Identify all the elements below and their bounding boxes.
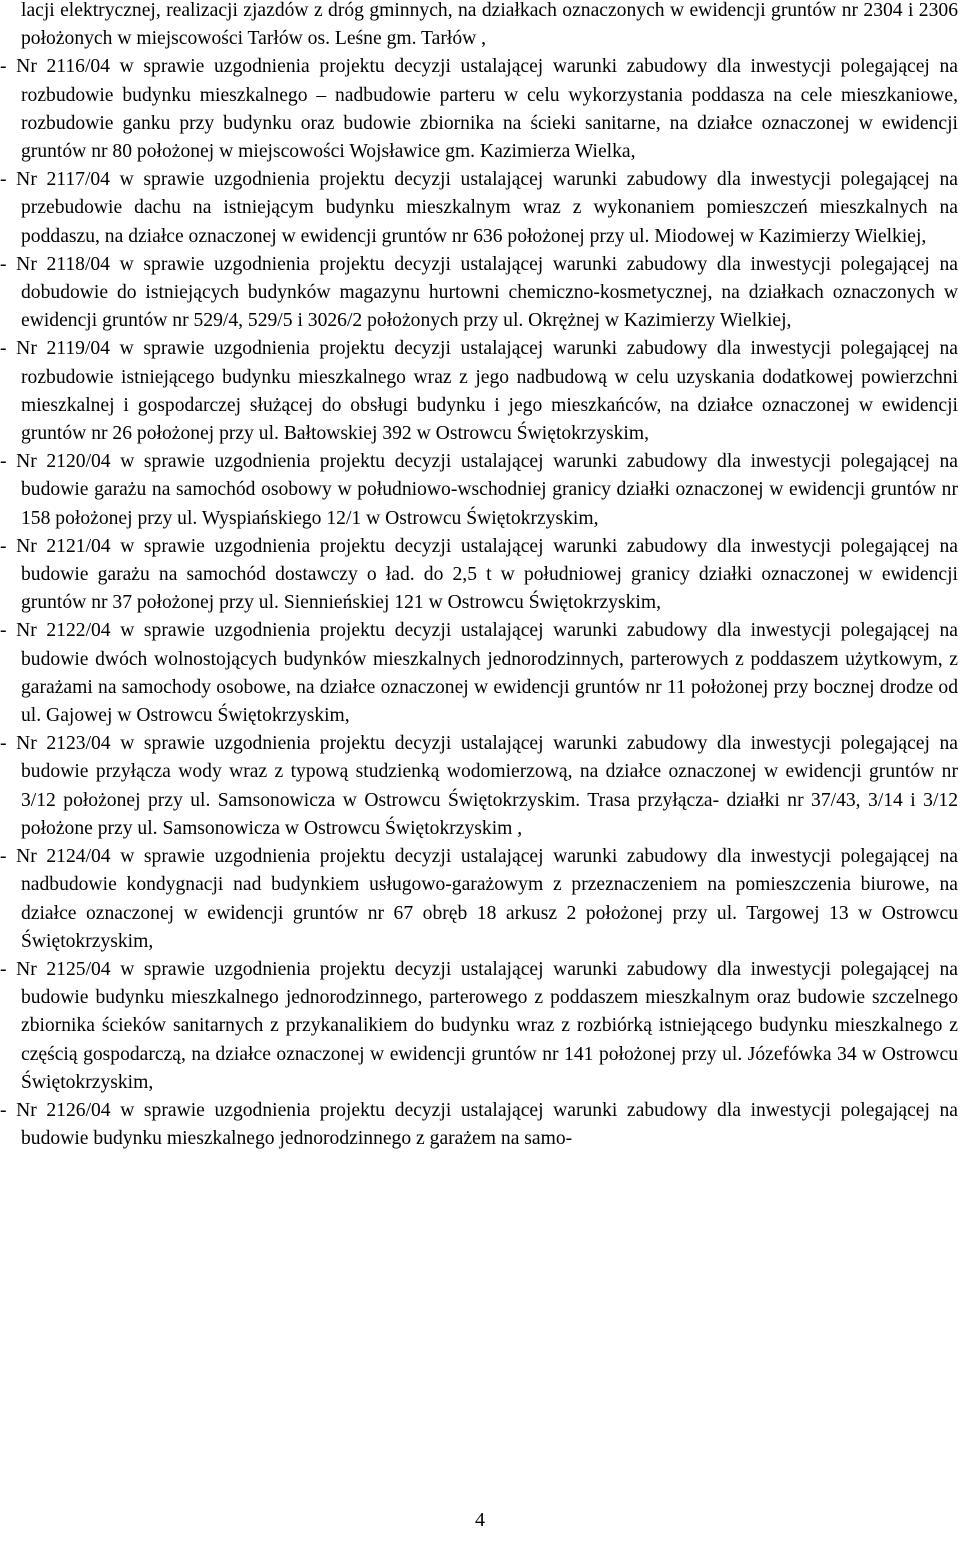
entry-2116: - Nr 2116/04 w sprawie uzgodnienia projektu decyzji ustalającej warunki zabudowy dla inwestycji polegającej na rozbudowie budynku mieszkalnego – nadbudowie parteru w celu wykorzystania poddasza na cele mieszkaniowe, rozbudowie ganku przy budynku oraz budowie zbiornika na ścieki sanitarne, na działce oznaczonej w ewidencji gruntów nr 80 położonej w miejscowości Wojsławice gm. Kazimierza Wielka, xyxy=(0,56,958,163)
entry-2117: - Nr 2117/04 w sprawie uzgodnienia projektu decyzji ustalającej warunki zabudowy dla inwestycji polegającej na przebudowie dachu na istniejącym budynku mieszkalnym wraz z wykonaniem pomieszczeń mieszkalnych na poddaszu, na działce oznaczonej w ewidencji gruntów nr 636 położonej przy ul. Miodowej w Kazimierzy Wielkiej, xyxy=(0,169,958,247)
entry-2121: - Nr 2121/04 w sprawie uzgodnienia projektu decyzji ustalającej warunki zabudowy dla inwestycji polegającej na budowie garażu na samochód dostawczy o ład. do 2,5 t w południowej granicy działki oznaczonej w ewidencji gruntów nr 37 położonej przy ul. Siennieńskiej 121 w Ostrowcu Świętokrzyskim, xyxy=(0,535,958,614)
entry-2123: - Nr 2123/04 w sprawie uzgodnienia projektu decyzji ustalającej warunki zabudowy dla inwestycji polegającej na budowie przyłącza wody wraz z typową studzienką wodomierzową, na działce oznaczonej w ewidencji gruntów nr 3/12 położonej przy ul. Samsonowicza w Ostrowcu Świętokrzyskim. Trasa przyłącza- działki nr 37/43, 3/14 i 3/12 położone przy ul. Samsonowicza w Ostrowcu Świętokrzyskim , xyxy=(0,733,958,839)
page-number: 4 xyxy=(475,1509,485,1531)
entry-2126: - Nr 2126/04 w sprawie uzgodnienia projektu decyzji ustalającej warunki zabudowy dla inwestycji polegającej na budowie budynku mieszkalnego jednorodzinnego z garażem na samo- xyxy=(0,1099,958,1150)
entry-2122: - Nr 2122/04 w sprawie uzgodnienia projektu decyzji ustalającej warunki zabudowy dla inwestycji polegającej na budowie dwóch wolnostojących budynków mieszkalnych jednorodzinnych, parterowych z poddaszem użytkowym, z garażami na samochody osobowe, na działce oznaczonej w ewidencji gruntów nr 11 położonej przy bocznej drodze od ul. Gajowej w Ostrowcu Świętokrzyskim, xyxy=(0,620,958,727)
entry-2118: - Nr 2118/04 w sprawie uzgodnienia projektu decyzji ustalającej warunki zabudowy dla inwestycji polegającej na dobudowie do istniejących budynków magazynu hurtowni chemiczno-kosmetycznej, na działkach oznaczonych w ewidencji gruntów nr 529/4, 529/5 i 3026/2 położonych przy ul. Okrężnej w Kazimierzy Wielkiej, xyxy=(0,253,958,332)
entry-2124: - Nr 2124/04 w sprawie uzgodnienia projektu decyzji ustalającej warunki zabudowy dla inwestycji polegającej na nadbudowie kondygnacji nad budynkiem usługowo-garażowym z przeznaczeniem na pomieszczenia biurowe, na działce oznaczonej w ewidencji gruntów nr 67 obręb 18 arkusz 2 położonej przy ul. Targowej 13 w Ostrowcu Świętokrzyskim, xyxy=(0,846,958,952)
intro-paragraph: lacji elektrycznej, realizacji zjazdów z dróg gminnych, na działkach oznaczonych w ewidencji gruntów nr 2304 i 2306 położonych w miejscowości Tarłów os. Leśne gm. Tarłów , xyxy=(21,0,958,50)
entry-2125: - Nr 2125/04 w sprawie uzgodnienia projektu decyzji ustalającej warunki zabudowy dla inwestycji polegającej na budowie budynku mieszkalnego jednorodzinnego, parterowego z poddaszem mieszkalnym oraz budowie szczelnego zbiornika ścieków sanitarnych z przykanalikiem do budynku wraz z rozbiórką istniejącego budynku mieszkalnego z częścią gospodarczą, na działce oznaczonej w ewidencji gruntów nr 141 położonej przy ul. Józefówka 34 w Ostrowcu Świętokrzyskim, xyxy=(0,958,958,1093)
entry-2119: - Nr 2119/04 w sprawie uzgodnienia projektu decyzji ustalającej warunki zabudowy dla inwestycji polegającej na rozbudowie istniejącego budynku mieszkalnego wraz z jego nadbudową w celu uzyskania dodatkowej powierzchni mieszkalnej i gospodarczej służącej do obsługi budynku i jego mieszkańców, na działce oznaczonej w ewidencji gruntów nr 26 położonej przy ul. Bałtowskiej 392 w Ostrowcu Świętokrzyskim, xyxy=(0,338,958,445)
entry-2120: - Nr 2120/04 w sprawie uzgodnienia projektu decyzji ustalającej warunki zabudowy dla inwestycji polegającej na budowie garażu na samochód osobowy w południowo-wschodniej granicy działki oznaczonej w ewidencji gruntów nr 158 położonej przy ul. Wyspiańskiego 12/1 w Ostrowcu Świętokrzyskim, xyxy=(0,451,958,529)
